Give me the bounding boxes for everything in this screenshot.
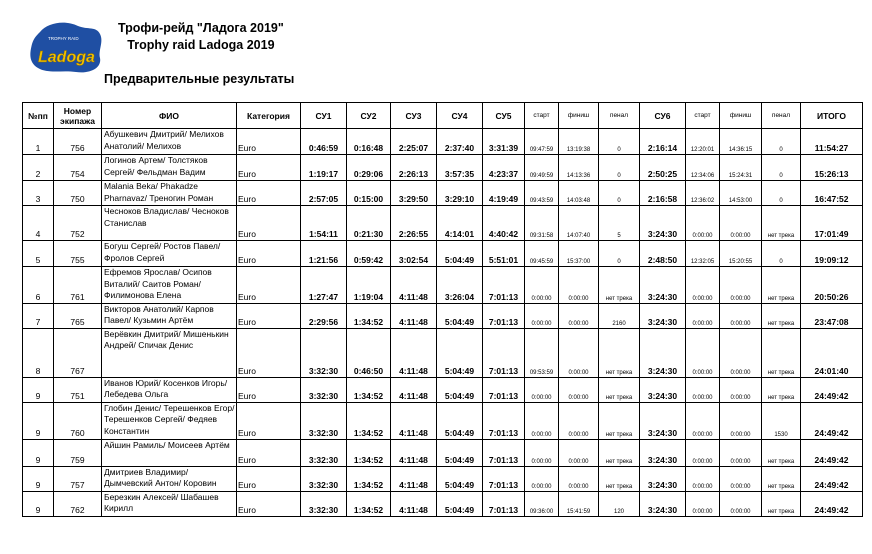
cell-start1: 09:53:59 bbox=[525, 328, 559, 377]
cell-su6: 3:24:30 bbox=[640, 206, 686, 241]
cell-start2: 0:00:00 bbox=[686, 267, 720, 304]
cell-name: Логинов Артем/ Толстяков Сергей/ Фельдман Вадим bbox=[102, 155, 237, 181]
cell-start1: 09:47:59 bbox=[525, 129, 559, 155]
col-su4: СУ4 bbox=[437, 103, 483, 129]
title-block bbox=[118, 20, 284, 54]
cell-start1: 09:45:59 bbox=[525, 241, 559, 267]
cell-penalty1: нет трека bbox=[599, 439, 640, 466]
cell-su5: 4:23:37 bbox=[483, 155, 525, 181]
cell-su1: 1:27:47 bbox=[301, 267, 347, 304]
cell-su1: 3:32:30 bbox=[301, 439, 347, 466]
cell-total: 24:49:42 bbox=[801, 439, 863, 466]
cell-start2: 12:34:06 bbox=[686, 155, 720, 181]
cell-name: Чесноков Владислав/ Чесноков Станислав bbox=[102, 206, 237, 241]
table-row bbox=[23, 155, 863, 181]
cell-crew: 756 bbox=[54, 129, 102, 155]
col-su3: СУ3 bbox=[391, 103, 437, 129]
cell-su2: 1:34:52 bbox=[347, 303, 391, 328]
cell-start2: 0:00:00 bbox=[686, 303, 720, 328]
results-body bbox=[23, 129, 863, 517]
cell-num: 5 bbox=[23, 241, 54, 267]
cell-crew: 765 bbox=[54, 303, 102, 328]
col-penalty-2: пенал bbox=[762, 103, 801, 129]
cell-total: 24:01:40 bbox=[801, 328, 863, 377]
cell-num: 9 bbox=[23, 466, 54, 491]
cell-start1: 09:43:59 bbox=[525, 181, 559, 206]
cell-crew: 761 bbox=[54, 267, 102, 304]
cell-penalty1: 0 bbox=[599, 181, 640, 206]
cell-su4: 5:04:49 bbox=[437, 241, 483, 267]
cell-num: 9 bbox=[23, 402, 54, 439]
cell-name: Березкин Алексей/ Шабашев Кирилл bbox=[102, 491, 237, 516]
cell-total: 11:54:27 bbox=[801, 129, 863, 155]
results-table bbox=[22, 102, 863, 517]
cell-num: 2 bbox=[23, 155, 54, 181]
cell-su6: 2:16:14 bbox=[640, 129, 686, 155]
table-row bbox=[23, 328, 863, 377]
logo-text: Ladoga bbox=[38, 49, 95, 66]
cell-category: Euro bbox=[237, 241, 301, 267]
cell-penalty1: 0 bbox=[599, 155, 640, 181]
cell-su6: 3:24:30 bbox=[640, 267, 686, 304]
cell-penalty1: 5 bbox=[599, 206, 640, 241]
cell-start1: 09:36:00 bbox=[525, 491, 559, 516]
cell-penalty2: нет трека bbox=[762, 439, 801, 466]
cell-finish1: 14:07:40 bbox=[559, 206, 599, 241]
cell-penalty2: нет трека bbox=[762, 377, 801, 402]
cell-su3: 4:11:48 bbox=[391, 466, 437, 491]
cell-su6: 2:50:25 bbox=[640, 155, 686, 181]
table-row bbox=[23, 491, 863, 516]
cell-num: 7 bbox=[23, 303, 54, 328]
col-crew: Номер экипажа bbox=[54, 103, 102, 129]
cell-name: Глобин Денис/ Терешенков Егор/ Терешенков Сергей/ Федяев Константин bbox=[102, 402, 237, 439]
col-penalty-1: пенал bbox=[599, 103, 640, 129]
cell-su5: 7:01:13 bbox=[483, 303, 525, 328]
cell-crew: 752 bbox=[54, 206, 102, 241]
cell-su5: 7:01:13 bbox=[483, 439, 525, 466]
cell-penalty1: нет трека bbox=[599, 377, 640, 402]
cell-su1: 2:57:05 bbox=[301, 181, 347, 206]
cell-su1: 3:32:30 bbox=[301, 491, 347, 516]
col-su6: СУ6 bbox=[640, 103, 686, 129]
cell-finish1: 14:13:36 bbox=[559, 155, 599, 181]
cell-category: Euro bbox=[237, 439, 301, 466]
col-su5: СУ5 bbox=[483, 103, 525, 129]
cell-total: 16:47:52 bbox=[801, 181, 863, 206]
cell-finish1: 0:00:00 bbox=[559, 303, 599, 328]
cell-penalty2: нет трека bbox=[762, 206, 801, 241]
col-finish-1: финиш bbox=[559, 103, 599, 129]
cell-su2: 1:19:04 bbox=[347, 267, 391, 304]
cell-finish2: 0:00:00 bbox=[720, 466, 762, 491]
cell-category: Euro bbox=[237, 328, 301, 377]
cell-su2: 0:29:06 bbox=[347, 155, 391, 181]
cell-start1: 0:00:00 bbox=[525, 402, 559, 439]
cell-num: 9 bbox=[23, 491, 54, 516]
cell-penalty2: нет трека bbox=[762, 491, 801, 516]
cell-num: 3 bbox=[23, 181, 54, 206]
cell-penalty1: 0 bbox=[599, 241, 640, 267]
cell-su1: 1:19:17 bbox=[301, 155, 347, 181]
cell-su4: 5:04:49 bbox=[437, 328, 483, 377]
cell-crew: 760 bbox=[54, 402, 102, 439]
cell-category: Euro bbox=[237, 402, 301, 439]
cell-su4: 5:04:49 bbox=[437, 466, 483, 491]
cell-name: Богуш Сергей/ Ростов Павел/ Фролов Сергей bbox=[102, 241, 237, 267]
cell-finish1: 14:03:48 bbox=[559, 181, 599, 206]
cell-start2: 0:00:00 bbox=[686, 439, 720, 466]
cell-penalty2: 0 bbox=[762, 155, 801, 181]
cell-name: Иванов Юрий/ Косенков Игорь/ Лебедева Ольга bbox=[102, 377, 237, 402]
cell-crew: 762 bbox=[54, 491, 102, 516]
cell-penalty1: 120 bbox=[599, 491, 640, 516]
cell-name: Верёвкин Дмитрий/ Мишенькин Андрей/ Спичак Денис bbox=[102, 328, 237, 377]
cell-finish1: 0:00:00 bbox=[559, 328, 599, 377]
cell-start1: 0:00:00 bbox=[525, 267, 559, 304]
cell-start1: 09:31:58 bbox=[525, 206, 559, 241]
cell-start1: 0:00:00 bbox=[525, 466, 559, 491]
cell-su6: 3:24:30 bbox=[640, 466, 686, 491]
cell-su2: 1:34:52 bbox=[347, 402, 391, 439]
col-start-1: старт bbox=[525, 103, 559, 129]
cell-su4: 3:26:04 bbox=[437, 267, 483, 304]
cell-num: 1 bbox=[23, 129, 54, 155]
cell-su4: 5:04:49 bbox=[437, 439, 483, 466]
cell-su5: 7:01:13 bbox=[483, 328, 525, 377]
cell-category: Euro bbox=[237, 181, 301, 206]
cell-su2: 0:15:00 bbox=[347, 181, 391, 206]
cell-su2: 1:34:52 bbox=[347, 439, 391, 466]
col-finish-2: финиш bbox=[720, 103, 762, 129]
cell-penalty1: нет трека bbox=[599, 267, 640, 304]
cell-su4: 5:04:49 bbox=[437, 377, 483, 402]
col-category: Категория bbox=[237, 103, 301, 129]
cell-finish1: 15:41:59 bbox=[559, 491, 599, 516]
cell-su3: 4:11:48 bbox=[391, 377, 437, 402]
cell-su3: 2:25:07 bbox=[391, 129, 437, 155]
cell-su3: 4:11:48 bbox=[391, 267, 437, 304]
cell-su5: 7:01:13 bbox=[483, 267, 525, 304]
cell-start2: 0:00:00 bbox=[686, 328, 720, 377]
cell-start2: 0:00:00 bbox=[686, 491, 720, 516]
cell-penalty2: нет трека bbox=[762, 303, 801, 328]
col-su2: СУ2 bbox=[347, 103, 391, 129]
cell-su3: 4:11:48 bbox=[391, 491, 437, 516]
cell-su2: 1:34:52 bbox=[347, 491, 391, 516]
cell-category: Euro bbox=[237, 267, 301, 304]
title-en: Trophy raid Ladoga 2019 bbox=[127, 38, 275, 52]
cell-crew: 759 bbox=[54, 439, 102, 466]
table-row bbox=[23, 267, 863, 304]
table-row bbox=[23, 181, 863, 206]
ladoga-logo bbox=[26, 18, 104, 76]
cell-start1: 09:49:59 bbox=[525, 155, 559, 181]
cell-finish2: 14:53:00 bbox=[720, 181, 762, 206]
cell-name: Ефремов Ярослав/ Осипов Виталий/ Саитов Роман/ Филимонова Елена bbox=[102, 267, 237, 304]
cell-su2: 0:16:48 bbox=[347, 129, 391, 155]
cell-su3: 2:26:55 bbox=[391, 206, 437, 241]
cell-su3: 4:11:48 bbox=[391, 402, 437, 439]
cell-su5: 7:01:13 bbox=[483, 491, 525, 516]
cell-finish2: 0:00:00 bbox=[720, 303, 762, 328]
cell-su1: 3:32:30 bbox=[301, 377, 347, 402]
cell-crew: 767 bbox=[54, 328, 102, 377]
table-row bbox=[23, 241, 863, 267]
cell-su3: 3:29:50 bbox=[391, 181, 437, 206]
cell-crew: 751 bbox=[54, 377, 102, 402]
cell-crew: 754 bbox=[54, 155, 102, 181]
cell-num: 8 bbox=[23, 328, 54, 377]
cell-crew: 757 bbox=[54, 466, 102, 491]
title-ru: Трофи-рейд "Ладога 2019" bbox=[118, 21, 284, 35]
cell-su6: 3:24:30 bbox=[640, 439, 686, 466]
col-start-2: старт bbox=[686, 103, 720, 129]
cell-crew: 750 bbox=[54, 181, 102, 206]
cell-total: 19:09:12 bbox=[801, 241, 863, 267]
cell-su3: 4:11:48 bbox=[391, 439, 437, 466]
cell-su2: 0:46:50 bbox=[347, 328, 391, 377]
cell-su2: 1:34:52 bbox=[347, 466, 391, 491]
cell-category: Euro bbox=[237, 303, 301, 328]
cell-su4: 2:37:40 bbox=[437, 129, 483, 155]
cell-su3: 4:11:48 bbox=[391, 303, 437, 328]
cell-finish2: 15:24:31 bbox=[720, 155, 762, 181]
cell-su4: 5:04:49 bbox=[437, 402, 483, 439]
cell-finish2: 0:00:00 bbox=[720, 267, 762, 304]
cell-total: 23:47:08 bbox=[801, 303, 863, 328]
cell-total: 24:49:42 bbox=[801, 491, 863, 516]
cell-su1: 3:32:30 bbox=[301, 466, 347, 491]
cell-start2: 0:00:00 bbox=[686, 466, 720, 491]
cell-finish1: 0:00:00 bbox=[559, 402, 599, 439]
cell-penalty1: нет трека bbox=[599, 466, 640, 491]
cell-penalty1: 2160 bbox=[599, 303, 640, 328]
cell-crew: 755 bbox=[54, 241, 102, 267]
cell-su2: 1:34:52 bbox=[347, 377, 391, 402]
cell-su6: 3:24:30 bbox=[640, 402, 686, 439]
cell-finish2: 14:36:15 bbox=[720, 129, 762, 155]
cell-su5: 7:01:13 bbox=[483, 377, 525, 402]
cell-total: 17:01:49 bbox=[801, 206, 863, 241]
cell-total: 24:49:42 bbox=[801, 402, 863, 439]
cell-total: 20:50:26 bbox=[801, 267, 863, 304]
cell-su4: 3:29:10 bbox=[437, 181, 483, 206]
cell-su6: 2:48:50 bbox=[640, 241, 686, 267]
table-row bbox=[23, 402, 863, 439]
cell-su1: 3:32:30 bbox=[301, 328, 347, 377]
cell-category: Euro bbox=[237, 377, 301, 402]
cell-num: 4 bbox=[23, 206, 54, 241]
cell-finish2: 0:00:00 bbox=[720, 377, 762, 402]
cell-su1: 2:29:56 bbox=[301, 303, 347, 328]
cell-penalty2: 0 bbox=[762, 241, 801, 267]
cell-category: Euro bbox=[237, 466, 301, 491]
cell-su3: 2:26:13 bbox=[391, 155, 437, 181]
page-subtitle: Предварительные результаты bbox=[104, 72, 295, 86]
cell-su6: 3:24:30 bbox=[640, 328, 686, 377]
cell-finish2: 0:00:00 bbox=[720, 328, 762, 377]
cell-penalty2: нет трека bbox=[762, 466, 801, 491]
cell-finish2: 0:00:00 bbox=[720, 491, 762, 516]
cell-su1: 1:54:11 bbox=[301, 206, 347, 241]
cell-category: Euro bbox=[237, 129, 301, 155]
cell-su5: 4:40:42 bbox=[483, 206, 525, 241]
cell-finish1: 13:19:38 bbox=[559, 129, 599, 155]
cell-category: Euro bbox=[237, 206, 301, 241]
table-row bbox=[23, 439, 863, 466]
cell-finish2: 0:00:00 bbox=[720, 439, 762, 466]
cell-finish2: 0:00:00 bbox=[720, 206, 762, 241]
cell-finish1: 0:00:00 bbox=[559, 267, 599, 304]
cell-su1: 0:46:59 bbox=[301, 129, 347, 155]
cell-finish1: 0:00:00 bbox=[559, 439, 599, 466]
cell-category: Euro bbox=[237, 491, 301, 516]
cell-su5: 7:01:13 bbox=[483, 402, 525, 439]
cell-su3: 3:02:54 bbox=[391, 241, 437, 267]
cell-name: Malania Beka/ Phakadze Pharnavaz/ Треногин Роман bbox=[102, 181, 237, 206]
cell-finish2: 0:00:00 bbox=[720, 402, 762, 439]
col-su1: СУ1 bbox=[301, 103, 347, 129]
cell-su2: 0:21:30 bbox=[347, 206, 391, 241]
cell-su6: 3:24:30 bbox=[640, 303, 686, 328]
table-row bbox=[23, 377, 863, 402]
cell-su5: 4:19:49 bbox=[483, 181, 525, 206]
cell-penalty2: 1530 bbox=[762, 402, 801, 439]
cell-finish2: 15:20:55 bbox=[720, 241, 762, 267]
cell-penalty2: 0 bbox=[762, 181, 801, 206]
cell-su4: 5:04:49 bbox=[437, 491, 483, 516]
cell-su3: 4:11:48 bbox=[391, 328, 437, 377]
cell-penalty1: нет трека bbox=[599, 402, 640, 439]
cell-su6: 2:16:58 bbox=[640, 181, 686, 206]
cell-penalty1: 0 bbox=[599, 129, 640, 155]
cell-start2: 0:00:00 bbox=[686, 206, 720, 241]
ladoga-logo-graphic bbox=[26, 18, 104, 76]
logo-small-text: TROPHY RAID bbox=[48, 36, 79, 41]
cell-su2: 0:59:42 bbox=[347, 241, 391, 267]
cell-total: 24:49:42 bbox=[801, 377, 863, 402]
cell-su5: 3:31:39 bbox=[483, 129, 525, 155]
cell-num: 9 bbox=[23, 439, 54, 466]
cell-num: 6 bbox=[23, 267, 54, 304]
cell-su5: 7:01:13 bbox=[483, 466, 525, 491]
cell-start2: 12:36:02 bbox=[686, 181, 720, 206]
cell-penalty2: 0 bbox=[762, 129, 801, 155]
col-num: №пп bbox=[23, 103, 54, 129]
table-row bbox=[23, 303, 863, 328]
cell-su4: 3:57:35 bbox=[437, 155, 483, 181]
cell-finish1: 0:00:00 bbox=[559, 466, 599, 491]
cell-total: 15:26:13 bbox=[801, 155, 863, 181]
table-row bbox=[23, 466, 863, 491]
cell-start1: 0:00:00 bbox=[525, 303, 559, 328]
cell-su4: 4:14:01 bbox=[437, 206, 483, 241]
table-header-row bbox=[23, 103, 863, 129]
cell-start2: 0:00:00 bbox=[686, 377, 720, 402]
cell-category: Euro bbox=[237, 155, 301, 181]
cell-su1: 1:21:56 bbox=[301, 241, 347, 267]
cell-finish1: 15:37:00 bbox=[559, 241, 599, 267]
cell-penalty1: нет трека bbox=[599, 328, 640, 377]
cell-su6: 3:24:30 bbox=[640, 491, 686, 516]
cell-start2: 12:20:01 bbox=[686, 129, 720, 155]
cell-name: Айшин Рамиль/ Моисеев Артём bbox=[102, 439, 237, 466]
cell-su5: 5:51:01 bbox=[483, 241, 525, 267]
cell-name: Викторов Анатолий/ Карпов Павел/ Кузьмин Артём bbox=[102, 303, 237, 328]
cell-start2: 0:00:00 bbox=[686, 402, 720, 439]
cell-su4: 5:04:49 bbox=[437, 303, 483, 328]
cell-penalty2: нет трека bbox=[762, 267, 801, 304]
cell-finish1: 0:00:00 bbox=[559, 377, 599, 402]
cell-start2: 12:32:05 bbox=[686, 241, 720, 267]
cell-su6: 3:24:30 bbox=[640, 377, 686, 402]
cell-name: Дмитриев Владимир/ Дымчевский Антон/ Коровин bbox=[102, 466, 237, 491]
cell-total: 24:49:42 bbox=[801, 466, 863, 491]
table-row bbox=[23, 129, 863, 155]
cell-su1: 3:32:30 bbox=[301, 402, 347, 439]
cell-start1: 0:00:00 bbox=[525, 439, 559, 466]
cell-penalty2: нет трека bbox=[762, 328, 801, 377]
cell-name: Абушкевич Дмитрий/ Мелихов Анатолий/ Мелихов bbox=[102, 129, 237, 155]
col-total: ИТОГО bbox=[801, 103, 863, 129]
cell-start1: 0:00:00 bbox=[525, 377, 559, 402]
cell-num: 9 bbox=[23, 377, 54, 402]
table-row bbox=[23, 206, 863, 241]
col-name: ФИО bbox=[102, 103, 237, 129]
